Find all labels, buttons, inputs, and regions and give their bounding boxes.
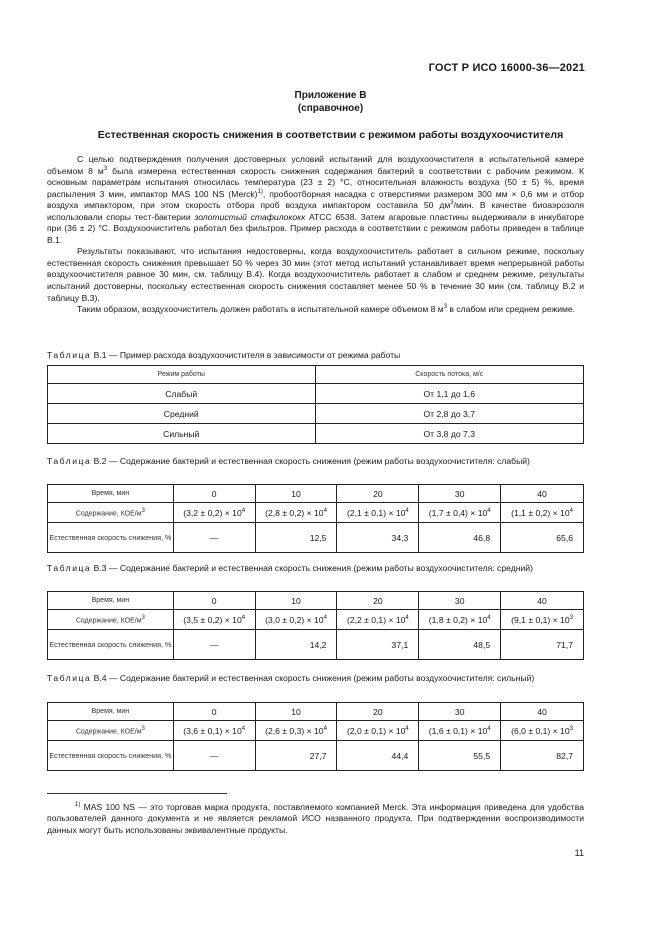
table-row: Время, мин 0 10 20 30 40	[48, 592, 584, 610]
table-row: Сильный От 3,8 до 7,3	[48, 424, 584, 444]
table-3	[47, 591, 584, 660]
page-number: 11	[574, 848, 584, 858]
table-1-header-flow: Скорость потока, м/с	[315, 366, 584, 384]
footnote-divider	[47, 793, 227, 794]
annex-title: Приложение В	[294, 90, 367, 101]
table-row: Содержание, КОЕ/$м^3$ $(3,6 \pm 0,1) \times 10^4$ $(2,6 \pm 0,3) \times 10^4$ $(2,0 \pm 0,1) \times 10^4$ $(1,6 \pm 0,1) \times 10^4$ $(6,0 \pm 0,1) \times 10^3$	[48, 721, 584, 741]
table-row: Естественная скорость снижения, % — 14,2 37,1 48,5 71,7	[48, 630, 584, 660]
table-3-caption: Таблица В.3 — Содержание бактерий и естественная скорость снижения (режим работы воздухоочистителя: средний)	[47, 563, 533, 573]
annex-subtitle: (справочное)	[297, 103, 364, 114]
table-row: Содержание, КОЕ/$м^3$ $(3,5 \pm 0,2) \times 10^4$ $(3,0 \pm 0,2) \times 10^4$ $(2,2 \pm 0,1) \times 10^4$ $(1,8 \pm 0,2) \times 10^4$ $(9,1 \pm 0,1) \times 10^3$	[48, 610, 584, 630]
table-2	[47, 484, 584, 553]
paragraph-1: С целью подтверждения получения достоверных условий испытаний для воздухоочистителя в испытательной камере объемом 8 $м^3$ была измерена естественная скорость снижения содержания бактерий в соответствии с рабочим режимом. К основным параметрам испытания относилась температура (23 ± 2) °С, относительная влажность воздуха (50 ± 5) %, время распыления 3 мин, импактор MAS 100 NS (Merck)$^{1)}$, пробоотборная насадка с отверстиями размером 300 мм × 0,6 мм и отбор воздуха импактором, при этом скорость отбора проб воздуха импактором составила 50 $дм^3$/мин. В качестве биоаэрозоля использовали споры тест-бактерии золотистый стафилококк АТСС 6538. Затем агаровые пластины выдерживали в инкубаторе при (36 ± 2) °С. Воздухоочиститель работал без фильтров. Пример расхода в соответствии с режимом работы приведен в таблице В.1.	[47, 154, 584, 245]
table-4-caption: Таблица В.4 — Содержание бактерий и естественная скорость снижения (режим работы воздухоочистителя: сильный)	[47, 673, 535, 683]
table-row: Средний От 2,8 до 3,7	[48, 404, 584, 424]
table-1	[47, 365, 584, 444]
paragraph-3: Таким образом, воздухоочиститель должен работать в испытательной камере объемом 8 $м^3$ в слабом или среднем режиме.	[77, 304, 576, 315]
table-1-caption: Таблица В.1 — Пример расхода воздухоочистителя в зависимости от режима работы	[47, 350, 401, 360]
section-title: Естественная скорость снижения в соответствии с режимом работы воздухоочистителя	[97, 129, 564, 141]
table-row: Естественная скорость снижения, % — 12,5 34,3 46,8 65,6	[48, 523, 584, 553]
table-1-header-mode: Режим работы	[48, 366, 316, 384]
table-row: Естественная скорость снижения, % — 27,7 44,4 55,5 82,7	[48, 741, 584, 771]
footnote: $^{1)}$ MAS 100 NS — это торговая марка продукта, поставляемого компанией Merck. Эта информация приведена для удобства пользователей данного документа и не является рекламой ИСО названного продукта. При подтверждении воспроизводимости данных могут быть использованы эквивалентные продукты.	[47, 801, 584, 835]
body-text	[47, 154, 584, 316]
table-4	[47, 702, 584, 771]
table-row: Содержание, КОЕ/$м^3$ $(3,2 \pm 0,2) \times 10^4$ $(2,8 \pm 0,2) \times 10^4$ $(2,1 \pm 0,1) \times 10^4$ $(1,7 \pm 0,4) \times 10^4$ $(1,1 \pm 0,2) \times 10^4$	[48, 503, 584, 523]
table-row: Время, мин 0 10 20 30 40	[48, 703, 584, 721]
table-row: Время, мин 0 10 20 30 40	[48, 485, 584, 503]
table-2-caption: Таблица В.2 — Содержание бактерий и естественная скорость снижения (режим работы воздухоочистителя: слабый)	[47, 456, 530, 466]
table-row: Слабый От 1,1 до 1,6	[48, 384, 584, 404]
paragraph-2: Результаты показывают, что испытания недостоверны, когда воздухоочиститель работает в сильном режиме, поскольку естественная скорость снижения превышает 50 % через 30 мин (этот метод испытаний устанавливает время непрерывной работы воздухоочистителя равное 30 мин, см. таблицу В.4). Когда воздухоочиститель работает в слабом и среднем режиме, результаты испытаний достоверны, поскольку естественная скорость снижения составляет менее 50 % в течение 30 мин (см. таблицу В.2 и таблицу В.3).	[47, 246, 584, 303]
document-header: ГОСТ Р ИСО 16000-36—2021	[428, 62, 585, 74]
